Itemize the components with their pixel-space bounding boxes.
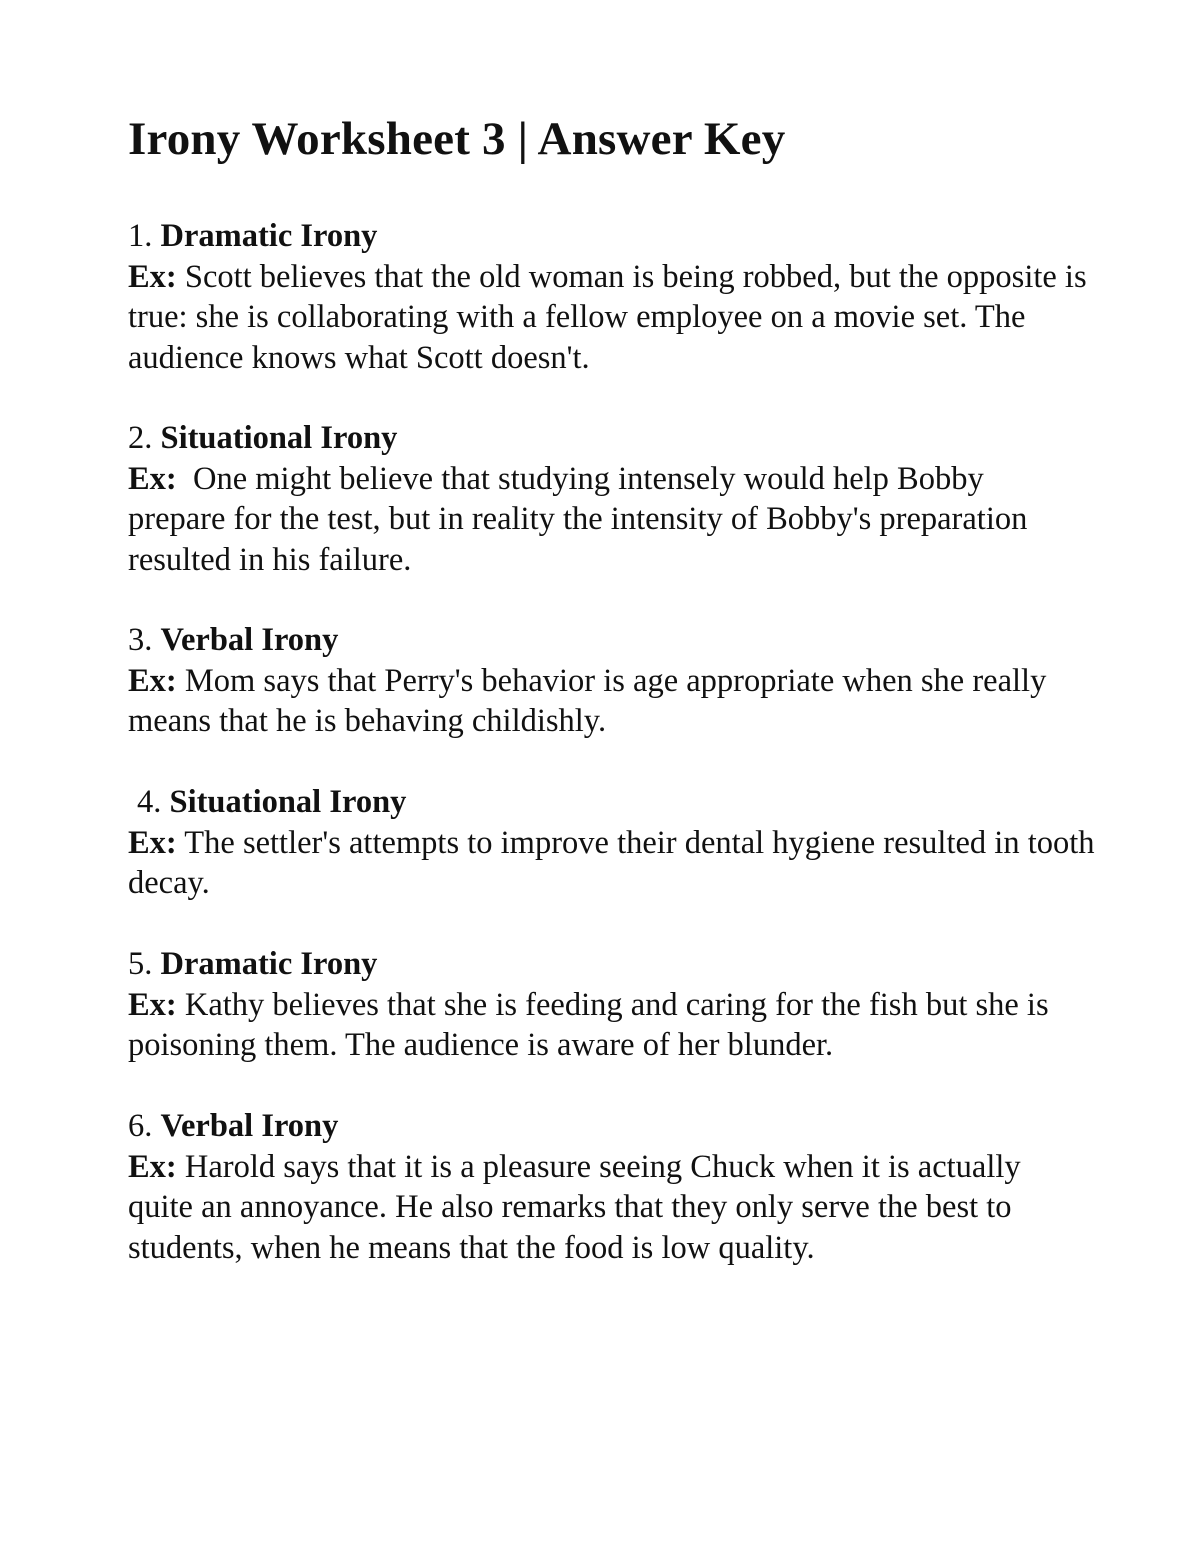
answer-number: 5. [128,946,153,982]
answer-item-6 [128,1106,1088,1268]
answer-explanation [128,1147,1088,1269]
answer-number: 4. [137,784,162,820]
answer-number: 2. [128,420,153,456]
answer-number: 3. [128,622,153,658]
answer-explanation [128,459,1088,581]
example-text: Kathy believes that she is feeding and caring for the fish but she is poisoning them. The audience is aware of her blunder. [128,986,1049,1063]
page-title: Irony Worksheet 3 | Answer Key [128,113,786,165]
answer-item-2 [128,418,1088,580]
answer-item-3 [128,620,1088,742]
answer-heading [128,944,1088,985]
answer-explanation [128,823,1097,904]
answer-number: 1. [128,218,153,254]
answer-heading [128,620,1088,661]
example-text: One might believe that studying intensely would help Bobby prepare for the test, but in reality the intensity of Bobby's preparation resulted in his failure. [128,460,1028,578]
example-label: Ex: [128,824,177,861]
answer-heading [128,418,1088,459]
example-text: Harold says that it is a pleasure seeing Chuck when it is actually quite an annoyance. He also remarks that they only serve the best to students, when he means that the food is low quality. [128,1148,1021,1266]
answer-explanation [128,661,1088,742]
irony-type: Verbal Irony [160,622,339,658]
example-label: Ex: [128,460,177,497]
answer-explanation [128,257,1088,379]
answer-item-4 [128,782,1097,904]
answer-heading [128,1106,1088,1147]
irony-type: Dramatic Irony [160,218,378,254]
answer-item-5 [128,944,1088,1066]
example-label: Ex: [128,986,177,1023]
example-label: Ex: [128,1148,177,1185]
answer-heading [137,782,1097,823]
answer-heading [128,216,1088,257]
answer-explanation [128,985,1088,1066]
irony-type: Situational Irony [160,420,398,456]
example-text: The settler's attempts to improve their dental hygiene resulted in tooth decay. [128,824,1095,901]
example-text: Scott believes that the old woman is being robbed, but the opposite is true: she is collaborating with a fellow employee on a movie set. The audience knows what Scott doesn't. [128,258,1087,376]
answer-item-1 [128,216,1088,378]
answer-number: 6. [128,1108,153,1144]
irony-type: Dramatic Irony [160,946,378,982]
example-text: Mom says that Perry's behavior is age appropriate when she really means that he is behaving childishly. [128,662,1047,739]
irony-type: Situational Irony [169,784,407,820]
irony-type: Verbal Irony [160,1108,339,1144]
example-label: Ex: [128,258,177,295]
example-label: Ex: [128,662,177,699]
